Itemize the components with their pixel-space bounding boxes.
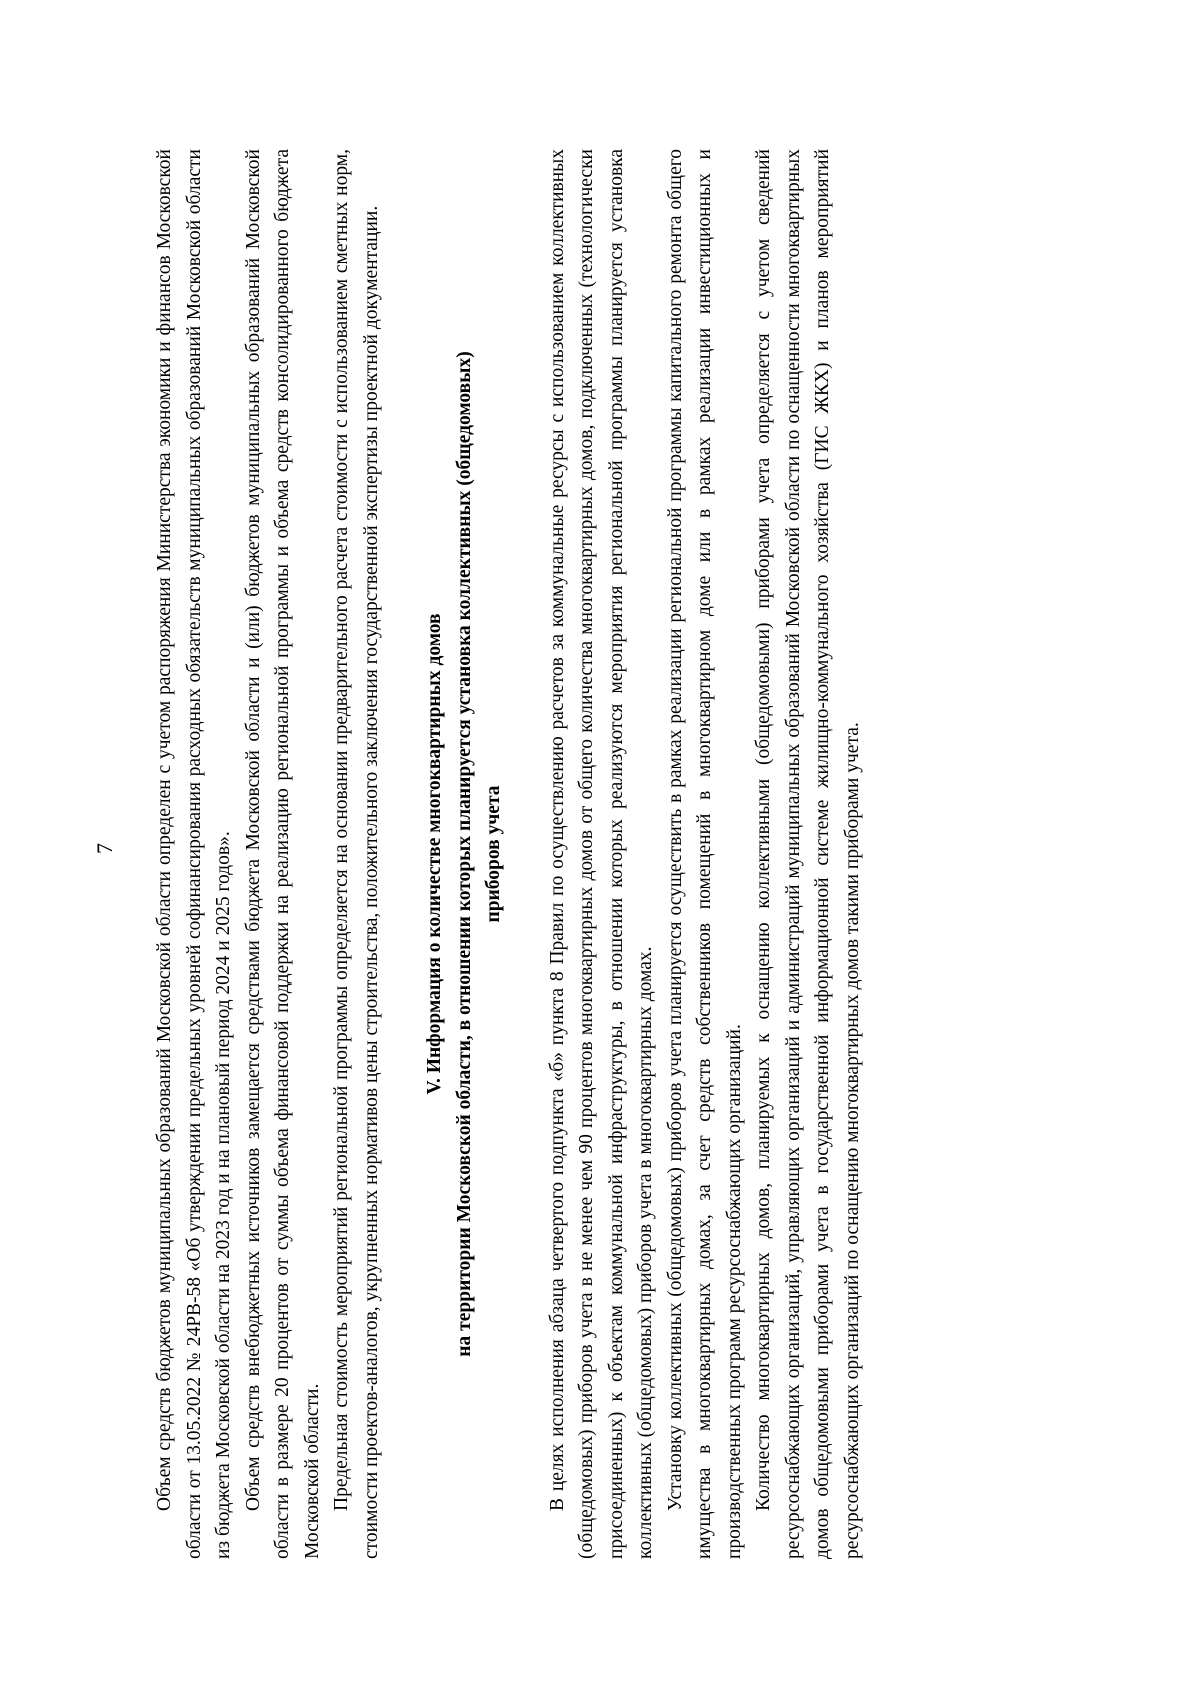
section-spacer: [509, 149, 543, 1559]
section-heading-line-2: на территории Московской области, в отношении которых планируется установка коллективных (общедомовых): [453, 351, 475, 1357]
section-heading-line-1: V. Информация о количестве многоквартирных домов: [424, 613, 445, 1095]
paragraph-rules-execution: В целях исполнения абзаца четвертого подпункта «б» пункта 8 Правил по осуществлению расчетов за коммунальные ресурсы с использованием коллективных (общедомовых) приборов учета в не менее чем 90 процентов многоквартирных домов от общего количества многоквартирных домов, подключенных (технологически присоединенных) к объектам коммунальной инфраструктуры, в отношении которых реализуются мероприятия региональной программы планируется установка коллективных (общедомовых) приборов учета в многоквартирных домах.: [546, 149, 656, 1559]
paragraph-houses-count: Количество многоквартирных домов, планируемых к оснащению коллективными (общедомовыми) приборами учета определяется с учетом сведений ресурсоснабжающих организаций, управляющих организаций и администраций муниципальных образований Московской области по оснащенности многоквартирных домов общедомовыми приборами учета в государственной информационной системе жилищно-коммунального хозяйства (ГИС ЖКХ) и планов мероприятий ресурсоснабжающих организаций по оснащению многоквартирных домов такими приборами учета.: [753, 149, 863, 1559]
paragraph-max-cost: Предельная стоимость мероприятий региональной программы определяется на основании предварительного расчета стоимости с использованием сметных норм, стоимости проектов-аналогов, укрупненных нормативов цены строительства, положительного заключения государственной экспертизы проектной документации.: [331, 149, 382, 1559]
document-body: [150, 149, 867, 1559]
page-number: 7: [92, 843, 117, 854]
paragraph-budget-volume: Объем средств бюджетов муниципальных образований Московской области определен с учетом распоряжения Министерства экономики и финансов Московской области от 13.05.2022 № 24РВ-58 «Об утверждении предельных уровней софинансирования расходных обязательств муниципальных образований Московской области из бюджета Московской области на 2023 год и на плановый период 2024 и 2025 годов».: [154, 149, 234, 1559]
paragraph-extrabudgetary-sources: Объем средств внебюджетных источников замещается средствами бюджета Московской области и (или) бюджетов муниципальных образований Московской области в размере 20 процентов от суммы объема финансовой поддержки на реализацию региональной программы и объема средств консолидированного бюджета Московской области.: [242, 149, 323, 1559]
paragraph-meter-installation: Установку коллективных (общедомовых) приборов учета планируется осуществить в рамках реализации региональной программы капитального ремонта общего имущества в многоквартирных домах, за счет средств собственников помещений в многоквартирном доме или в рамках реализации инвестиционных и производственных программ ресурсоснабжающих организаций.: [664, 149, 745, 1559]
section-spacer: [386, 149, 420, 1559]
section-heading: [420, 149, 509, 1559]
section-heading-line-3: приборов учета: [483, 785, 504, 923]
